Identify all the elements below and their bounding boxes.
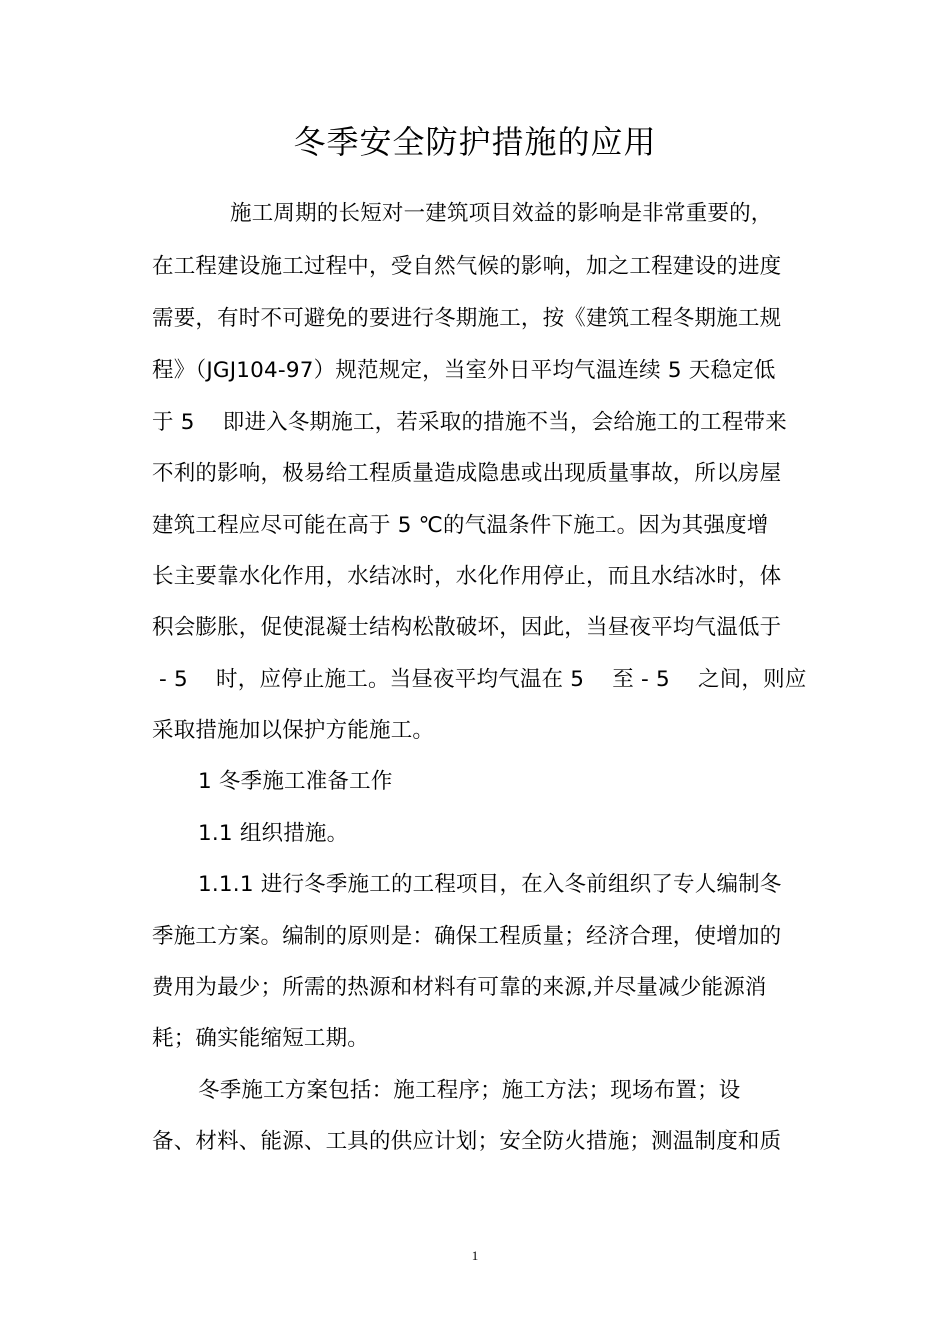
paragraph-line: 需要，有时不可避免的要进行冬期施工，按《建筑工程冬期施工规 (152, 306, 782, 331)
document-title: 冬季安全防护措施的应用 (293, 123, 657, 161)
paragraph-line: 在工程建设施工过程中，受自然气候的影响，加之工程建设的进度 (152, 254, 782, 279)
paragraph-line: 耗；确实能缩短工期。 (152, 1026, 370, 1051)
paragraph-line: 积会膨胀，促使混凝士结构松散破坏，因此，当昼夜平均气温低于 (152, 615, 782, 640)
section-heading: 1 冬季施工准备工作 (198, 769, 393, 794)
paragraph-line: 建筑工程应尽可能在高于 5 ℃的气温条件下施工。因为其强度增 (152, 513, 769, 538)
paragraph-line: 于 5 即进入冬期施工，若采取的措施不当，会给施工的工程带来 (152, 410, 787, 435)
paragraph-line: 程》（JGJ104-97）规范规定，当室外日平均气温连续 5 天稳定低 (152, 358, 776, 383)
paragraph-line: 采取措施加以保护方能施工。 (152, 718, 435, 743)
paragraph-line: 备、材料、能源、工具的供应计划；安全防火措施；测温制度和质 (152, 1129, 782, 1154)
paragraph-line: - 5 时，应停止施工。当昼夜平均气温在 5 至 - 5 之间，则应 (152, 667, 807, 692)
paragraph-line: 季施工方案。编制的原则是：确保工程质量；经济合理，使增加的 (152, 924, 782, 949)
page-number: 1 (471, 1248, 479, 1263)
paragraph-line: 不利的影响，极易给工程质量造成隐患或出现质量事故，所以房屋 (152, 461, 782, 486)
paragraph-line: 长主要靠水化作用，水结冰时，水化作用停止，而且水结冰时，体 (152, 564, 782, 589)
paragraph-line: 费用为最少；所需的热源和材料有可靠的来源,并尽量减少能源消 (152, 975, 767, 1000)
paragraph-line: 冬季施工方案包括：施工程序；施工方法；现场布置；设 (198, 1078, 741, 1103)
paragraph-line: 施工周期的长短对一建筑项目效益的影响是非常重要的， (230, 201, 773, 226)
paragraph-line: 1.1.1 进行冬季施工的工程项目，在入冬前组织了专人编制冬 (198, 872, 782, 897)
subsection-heading: 1.1 组织措施。 (198, 821, 349, 846)
